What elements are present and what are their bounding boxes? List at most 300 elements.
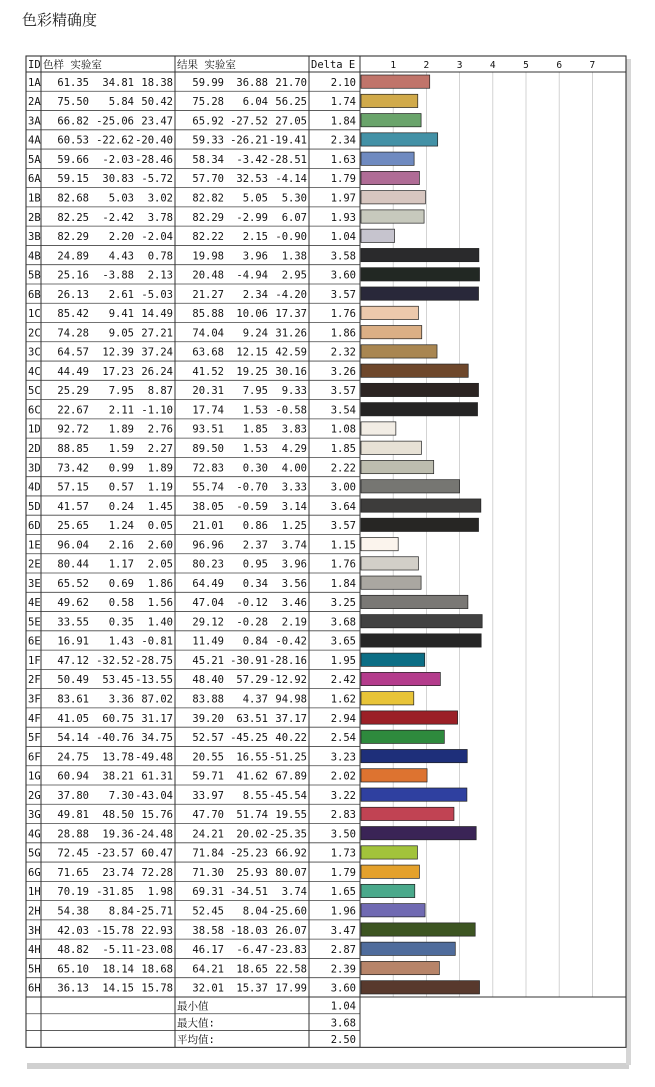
result-value: 52.45 [192,905,224,918]
row-id-1D: 1D [28,423,41,436]
result-value: -19.41 [269,134,307,147]
result-value: 71.84 [192,847,224,860]
bar-3A [361,114,421,127]
row-id-2A: 2A [28,96,41,109]
sample-value: -22.62 [96,134,134,147]
delta-e-value: 2.22 [330,462,356,475]
result-value: 3.46 [281,597,307,610]
result-value: 2.34 [242,288,268,301]
sample-value: 23.47 [141,115,173,128]
delta-e-value: 1.73 [330,847,356,860]
result-value: 0.86 [242,520,268,533]
result-value: 17.99 [275,982,307,995]
sample-value: 48.82 [57,944,89,957]
sample-value: 1.98 [147,886,173,899]
sample-value: 18.14 [102,963,134,976]
sample-value: 50.42 [141,96,173,109]
sample-value: 0.99 [108,462,134,475]
result-value: 42.59 [275,346,307,359]
result-value: 5.30 [281,192,307,205]
tick-label-5: 5 [523,60,529,71]
bar-3B [361,229,395,242]
sample-value: 65.52 [57,577,89,590]
result-value: 15.37 [236,982,268,995]
bar-1G [361,769,427,782]
summary-label: 平均值: [177,1034,215,1047]
sample-value: 14.49 [141,308,173,321]
result-value: -45.54 [269,789,307,802]
result-value: 0.95 [242,558,268,571]
sample-value: 65.10 [57,963,89,976]
result-value: 3.74 [281,886,307,899]
result-value: 1.53 [242,443,268,456]
sample-value: -43.04 [135,789,173,802]
sample-value: -13.55 [135,674,173,687]
result-value: -0.58 [275,404,307,417]
bar-3F [361,692,414,705]
result-value: 32.01 [192,982,224,995]
row-id-2F: 2F [28,674,41,687]
result-value: 80.07 [275,866,307,879]
result-value: -45.25 [230,732,268,745]
sample-value: -23.08 [135,944,173,957]
row-id-2B: 2B [28,211,41,224]
result-value: 31.26 [275,327,307,340]
sample-value: 34.75 [141,732,173,745]
bar-2E [361,557,418,570]
sample-value: 59.66 [57,153,89,166]
result-value: 82.22 [192,231,224,244]
result-value: 24.21 [192,828,224,841]
delta-e-value: 1.84 [330,115,356,128]
result-value: 3.96 [242,250,268,263]
table-bg [26,56,626,1047]
result-value: 36.88 [236,76,268,89]
result-value: 25.93 [236,866,268,879]
delta-e-value: 1.74 [330,96,356,109]
delta-e-value: 1.97 [330,192,356,205]
tick-label-2: 2 [423,60,430,71]
row-id-3C: 3C [28,346,41,359]
delta-e-value: 1.93 [330,211,356,224]
sample-value: 0.69 [108,577,134,590]
result-value: 20.48 [192,269,224,282]
result-value: 17.37 [275,308,307,321]
result-value: 10.06 [236,308,268,321]
row-id-6G: 6G [28,866,41,879]
result-value: 59.71 [192,770,224,783]
delta-e-value: 3.00 [330,481,356,494]
sample-value: -32.52 [96,654,134,667]
sample-value: 26.13 [57,288,89,301]
row-id-5H: 5H [28,963,41,976]
row-id-6F: 6F [28,751,41,764]
bar-4H [361,942,455,955]
header-delta-e: Delta E [311,59,356,71]
result-value: 9.24 [242,327,268,340]
sample-value: -2.42 [102,211,134,224]
sample-value: 1.45 [147,500,173,513]
result-value: 26.07 [275,924,307,937]
bar-5D [361,499,481,512]
delta-e-value: 1.79 [330,866,356,879]
sample-value: 41.05 [57,712,89,725]
result-value: 12.15 [236,346,268,359]
sample-value: 24.89 [57,250,89,263]
result-value: 93.51 [192,423,224,436]
result-value: 5.05 [242,192,268,205]
result-value: 21.27 [192,288,224,301]
result-value: 0.34 [242,577,268,590]
row-id-4D: 4D [28,481,41,494]
result-value: 4.37 [242,693,268,706]
row-id-5D: 5D [28,500,41,513]
sample-value: 13.78 [102,751,134,764]
sample-value: 75.50 [57,96,89,109]
sample-value: 1.19 [147,481,173,494]
sample-value: 26.24 [141,365,173,378]
summary-value: 3.68 [330,1017,356,1030]
bar-4C [361,364,468,377]
sample-value: 36.13 [57,982,89,995]
bar-2C [361,326,422,339]
sample-value: 87.02 [141,693,173,706]
result-value: 75.28 [192,96,224,109]
sample-value: 60.47 [141,847,173,860]
result-value: 17.74 [192,404,224,417]
bar-4G [361,827,476,840]
result-value: -0.28 [236,616,268,629]
sample-value: 9.41 [108,308,134,321]
delta-e-value: 2.10 [330,76,356,89]
sample-value: 0.58 [108,597,134,610]
row-id-1E: 1E [28,539,41,552]
sample-value: 2.61 [108,288,134,301]
sample-value: 82.25 [57,211,89,224]
row-id-4E: 4E [28,597,41,610]
sample-value: 48.50 [102,809,134,822]
sample-value: 18.38 [141,76,173,89]
result-value: -0.42 [275,635,307,648]
result-value: 66.92 [275,847,307,860]
result-value: 4.29 [281,443,307,456]
sample-value: 14.15 [102,982,134,995]
result-value: 19.98 [192,250,224,263]
row-id-6C: 6C [28,404,41,417]
tick-label-4: 4 [489,60,496,71]
sample-value: 92.72 [57,423,89,436]
sample-value: 50.49 [57,674,89,687]
delta-e-value: 1.85 [330,443,356,456]
sample-value: 33.55 [57,616,89,629]
result-value: 8.04 [242,905,268,918]
sample-value: 34.81 [102,76,134,89]
delta-e-value: 2.83 [330,809,356,822]
sample-value: 85.42 [57,308,89,321]
bar-4B [361,248,479,261]
result-value: 56.25 [275,96,307,109]
sample-value: 0.35 [108,616,134,629]
bar-3C [361,345,437,358]
bar-3H [361,923,475,936]
delta-e-value: 3.54 [330,404,356,417]
delta-e-value: 3.68 [330,616,356,629]
row-id-4H: 4H [28,944,41,957]
sample-value: 60.53 [57,134,89,147]
result-value: 1.25 [281,520,307,533]
sample-value: 88.85 [57,443,89,456]
result-value: 48.40 [192,674,224,687]
sample-value: -5.03 [141,288,173,301]
sample-value: -1.10 [141,404,173,417]
result-value: 37.17 [275,712,307,725]
result-value: 22.58 [275,963,307,976]
result-value: 57.70 [192,173,224,186]
sample-value: 15.78 [141,982,173,995]
row-id-5C: 5C [28,385,41,398]
result-value: -25.23 [230,847,268,860]
sample-value: 82.68 [57,192,89,205]
sample-value: 12.39 [102,346,134,359]
bar-2G [361,788,467,801]
row-id-1G: 1G [28,770,41,783]
delta-e-value: 2.94 [330,712,356,725]
result-value: 46.17 [192,944,224,957]
bar-6D [361,518,479,531]
sample-value: 38.21 [102,770,134,783]
result-value: 0.30 [242,462,268,475]
row-id-1C: 1C [28,308,41,321]
sample-value: 2.27 [147,443,173,456]
delta-e-value: 1.86 [330,327,356,340]
sample-value: 1.56 [147,597,173,610]
result-value: 72.83 [192,462,224,475]
bar-2B [361,210,424,223]
result-value: 57.29 [236,674,268,687]
bar-4F [361,711,458,724]
result-value: 0.84 [242,635,268,648]
result-value: 40.22 [275,732,307,745]
result-value: 32.53 [236,173,268,186]
result-value: 82.29 [192,211,224,224]
bar-1D [361,422,396,435]
result-value: 16.55 [236,751,268,764]
delta-e-value: 3.60 [330,982,356,995]
sample-value: 0.57 [108,481,134,494]
sample-value: -25.06 [96,115,134,128]
sample-value: 2.13 [147,269,173,282]
sample-value: 1.24 [108,520,134,533]
sample-value: 2.11 [108,404,134,417]
result-value: 41.52 [192,365,224,378]
sample-value: 19.36 [102,828,134,841]
sample-value: 37.80 [57,789,89,802]
result-value: 65.92 [192,115,224,128]
result-value: 39.20 [192,712,224,725]
bar-1F [361,653,425,666]
row-id-5G: 5G [28,847,41,860]
sample-value: 61.31 [141,770,173,783]
result-value: 71.30 [192,866,224,879]
sample-value: 15.76 [141,809,173,822]
bar-5B [361,268,480,281]
row-id-3B: 3B [28,231,41,244]
row-id-5F: 5F [28,732,41,745]
sample-value: 57.15 [57,481,89,494]
sample-value: 3.36 [108,693,134,706]
result-value: -0.12 [236,597,268,610]
sample-value: -49.48 [135,751,173,764]
result-value: 1.53 [242,404,268,417]
sample-value: 9.05 [108,327,134,340]
result-value: 33.97 [192,789,224,802]
sample-value: 7.95 [108,385,134,398]
result-value: 3.33 [281,481,307,494]
sample-value: 25.29 [57,385,89,398]
result-value: 21.01 [192,520,224,533]
bar-4A [361,133,438,146]
sample-value: 70.19 [57,886,89,899]
row-id-5E: 5E [28,616,41,629]
tick-label-3: 3 [456,60,463,71]
result-value: 47.70 [192,809,224,822]
delta-e-value: 3.47 [330,924,356,937]
sample-value: 23.74 [102,866,134,879]
sample-value: 5.84 [108,96,134,109]
bar-2A [361,94,418,107]
sample-value: 4.43 [108,250,134,263]
sample-value: 0.78 [147,250,173,263]
bar-5E [361,615,482,628]
sample-value: 72.28 [141,866,173,879]
row-id-2C: 2C [28,327,41,340]
result-value: -27.52 [230,115,268,128]
sample-value: 80.44 [57,558,89,571]
result-value: 74.04 [192,327,224,340]
result-value: 63.51 [236,712,268,725]
result-value: -34.51 [230,886,268,899]
result-value: 8.55 [242,789,268,802]
sample-value: 25.16 [57,269,89,282]
row-id-2D: 2D [28,443,41,456]
sample-value: -31.85 [96,886,134,899]
delta-e-value: 3.58 [330,250,356,263]
result-value: -25.35 [269,828,307,841]
sample-value: 96.04 [57,539,89,552]
sample-value: 2.20 [108,231,134,244]
result-value: 64.21 [192,963,224,976]
result-value: 3.83 [281,423,307,436]
header-result-lab: 结果 实验室 [177,59,236,71]
sample-value: 60.94 [57,770,89,783]
result-value: -4.20 [275,288,307,301]
result-value: 2.19 [281,616,307,629]
bar-1A [361,75,430,88]
row-id-5A: 5A [28,153,41,166]
sample-value: 22.67 [57,404,89,417]
result-value: 9.33 [281,385,307,398]
sample-value: 54.14 [57,732,89,745]
bar-6F [361,749,467,762]
sample-value: 27.21 [141,327,173,340]
row-id-5B: 5B [28,269,41,282]
sample-value: 1.43 [108,635,134,648]
row-id-3A: 3A [28,115,41,128]
result-value: 89.50 [192,443,224,456]
sample-value: -3.88 [102,269,134,282]
result-value: 96.96 [192,539,224,552]
result-value: 47.04 [192,597,224,610]
sample-value: -2.03 [102,153,134,166]
sample-value: 54.38 [57,905,89,918]
row-id-6B: 6B [28,288,41,301]
sample-value: 22.93 [141,924,173,937]
delta-e-value: 2.54 [330,732,356,745]
sample-value: 83.61 [57,693,89,706]
tick-label-6: 6 [556,60,563,71]
result-value: 7.95 [242,385,268,398]
bar-4D [361,480,460,493]
sample-value: 30.83 [102,173,134,186]
delta-e-value: 3.50 [330,828,356,841]
result-value: -51.25 [269,751,307,764]
result-value: 11.49 [192,635,224,648]
sample-value: 53.45 [102,674,134,687]
sample-value: 1.89 [147,462,173,475]
bar-6E [361,634,481,647]
sample-value: 1.40 [147,616,173,629]
sample-value: -24.48 [135,828,173,841]
row-id-2G: 2G [28,789,41,802]
sample-value: 61.35 [57,76,89,89]
delta-e-value: 1.15 [330,539,356,552]
delta-e-value: 2.87 [330,944,356,957]
result-value: 1.38 [281,250,307,263]
delta-e-value: 2.42 [330,674,356,687]
summary-value: 1.04 [330,1000,356,1013]
delta-e-value: 1.96 [330,905,356,918]
result-value: -30.91 [230,654,268,667]
result-value: 20.02 [236,828,268,841]
delta-e-value: 3.60 [330,269,356,282]
result-value: -2.99 [236,211,268,224]
result-value: -23.83 [269,944,307,957]
result-value: 18.65 [236,963,268,976]
bar-5G [361,846,417,859]
result-value: 27.05 [275,115,307,128]
header-sample-lab: 色样 实验室 [43,59,102,71]
summary-label: 最大值: [177,1017,215,1030]
sample-value: 64.57 [57,346,89,359]
result-value: -26.21 [230,134,268,147]
delta-e-value: 2.39 [330,963,356,976]
delta-e-value: 3.64 [330,500,356,513]
result-value: 2.37 [242,539,268,552]
delta-e-value: 1.08 [330,423,356,436]
delta-e-value: 1.76 [330,558,356,571]
sample-value: -5.11 [102,944,134,957]
result-value: 6.04 [242,96,268,109]
delta-e-value: 3.57 [330,385,356,398]
bar-6C [361,403,478,416]
result-value: 2.95 [281,269,307,282]
summary-label: 最小值 [177,1000,209,1013]
header-id: ID [28,59,41,71]
bar-5A [361,152,414,165]
sample-value: 1.59 [108,443,134,456]
row-id-4C: 4C [28,365,41,378]
delta-e-value: 3.57 [330,288,356,301]
